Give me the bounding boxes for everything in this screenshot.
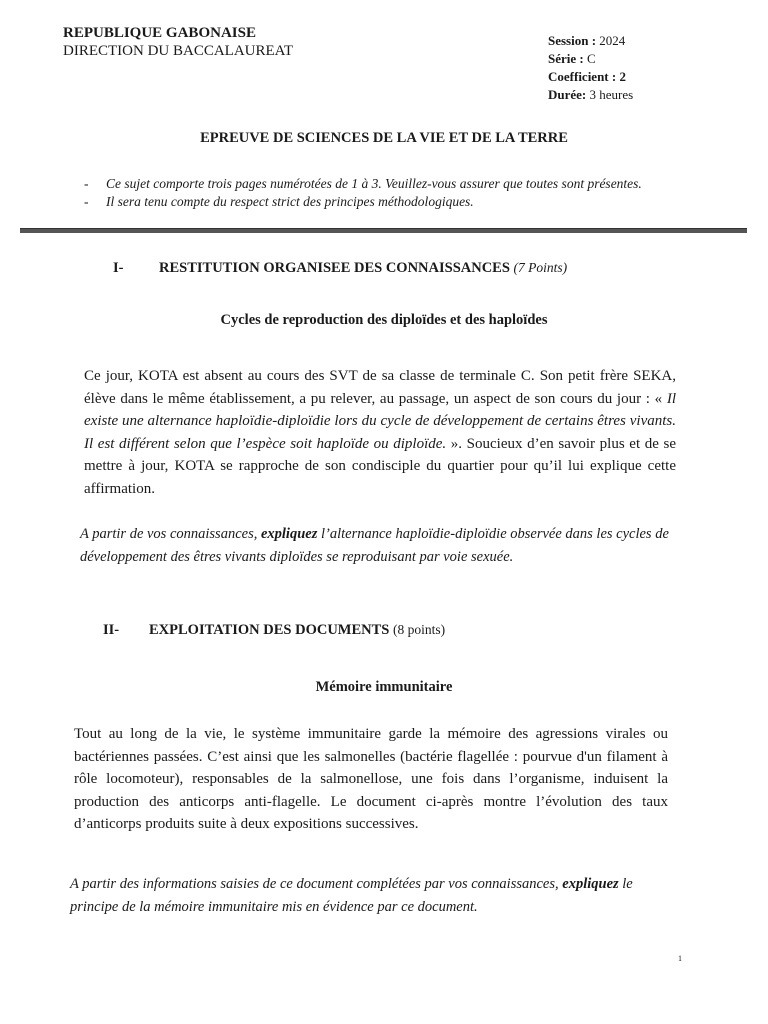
direction-name: DIRECTION DU BACCALAUREAT	[63, 43, 293, 59]
serie-line: Série : C	[548, 51, 596, 66]
section1-subtitle: Cycles de reproduction des diploïdes et des haploïdes	[220, 312, 548, 328]
country-name: REPUBLIQUE GABONAISE	[63, 25, 256, 41]
session-line: Session : 2024	[548, 33, 626, 48]
instruction-item: - Il sera tenu compte du respect strict des principes méthodologiques.	[84, 194, 474, 209]
section1-paragraph: Ce jour, KOTA est absent au cours des SVT de sa classe de terminale C. Son petit frère SEKA, élève dans le même établissement, a pu relever, au passage, un aspect de son cours du jour : « Il existe une alternance haploïdie-diploïdie lors du cycle de développement de certains êtres vivants. Il est différent selon que l’espèce soit haploïde ou diploïde. ». Soucieux d’en savoir plus et de se mettre à jour, KOTA se rapproche de son condisciple du quartier pour qu’il lui explique cette affirmation.	[84, 368, 676, 497]
instruction-item: - Ce sujet comporte trois pages numérotées de 1 à 3. Veuillez-vous assurer que toutes sont présentes.	[84, 176, 642, 191]
section1-task: A partir de vos connaissances, expliquez l’alternance haploïdie-diploïdie observée dans les cycles de développement des êtres vivants diploïdes se reproduisant par voie sexuée.	[80, 526, 669, 565]
divider	[20, 228, 747, 233]
section2-heading: II- EXPLOITATION DES DOCUMENTS (8 points)	[103, 622, 446, 638]
instructions-list	[84, 175, 642, 211]
header-left	[63, 24, 293, 60]
section2-subtitle: Mémoire immunitaire	[315, 679, 453, 695]
section1-heading: I- RESTITUTION ORGANISEE DES CONNAISSANCES (7 Points)	[113, 260, 568, 276]
header-right	[548, 32, 633, 104]
section2-paragraph: Tout au long de la vie, le système immunitaire garde la mémoire des agressions virales ou bactériennes passées. C’est ainsi que les salmonelles (bactérie flagellée : pourvue d'un filament à rôle locomoteur), responsables de la salmonellose, une fois dans l’organisme, induisent la production des anticorps anti-flagelle. Le document ci-après montre l’évolution des taux d’anticorps produits suite à deux expositions successives.	[74, 726, 668, 832]
duree-line: Durée: 3 heures	[548, 87, 634, 102]
coefficient-line: Coefficient : 2	[548, 69, 626, 84]
exam-title: EPREUVE DE SCIENCES DE LA VIE ET DE LA TERRE	[200, 130, 568, 146]
section2-task: A partir des informations saisies de ce document complétées par vos connaissances, expliquez le principe de la mémoire immunitaire mis en évidence par ce document.	[70, 876, 633, 915]
page-number: 1	[678, 954, 682, 963]
